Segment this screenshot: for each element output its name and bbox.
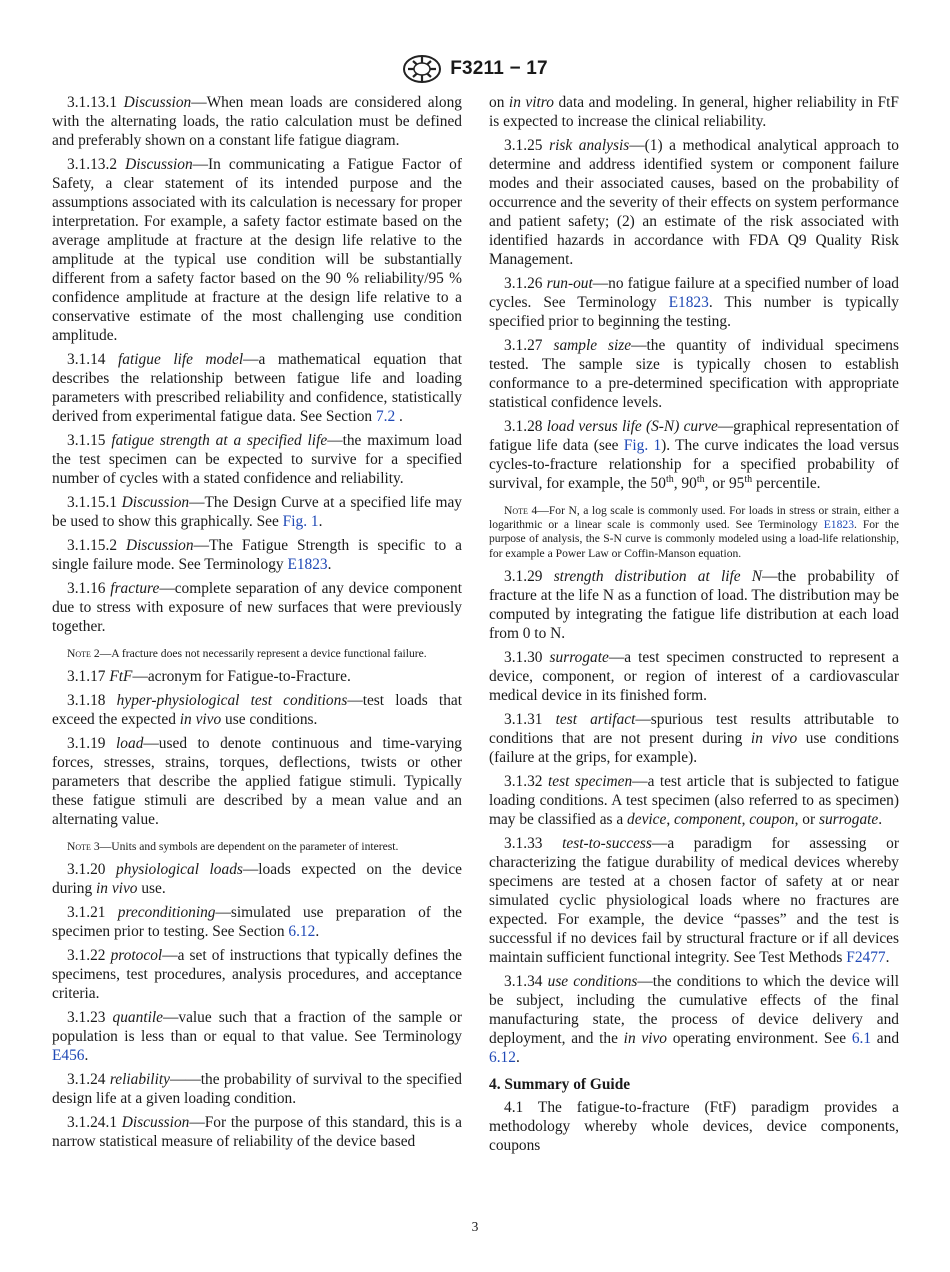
note-2: Note 2—A fracture does not necessarily represent a device functional failure.: [67, 647, 427, 660]
terminology-link[interactable]: E1823: [668, 294, 709, 311]
clause-3-1-26: 3.1.26 run-out—no fatigue failure at a specified number of load cycles. See Terminology E1823. This number is typically specified prior to beginning the testing.: [489, 275, 899, 330]
clause-3-1-31: 3.1.31 test artifact—spurious test results attributable to conditions that are not present during in vivo use conditions (failure at the grips, for example).: [489, 710, 899, 766]
figure-link[interactable]: Fig. 1: [282, 513, 319, 530]
clause-3-1-15: 3.1.15 fatigue strength at a specified life—the maximum load the test specimen can be expected to survive for a specified number of cycles with a stated confidence and reliability.: [52, 432, 462, 487]
clause-3-1-17: 3.1.17 FtF—acronym for Fatigue-to-Fracture.: [67, 668, 351, 686]
clause-3-1-30: 3.1.30 surrogate—a test specimen constructed to represent a device, component, or region of interest of a cardiovascular medical device in its finished form.: [489, 648, 899, 704]
right-column: [489, 93, 899, 1160]
document-id: F3211 − 17: [450, 58, 548, 79]
note-3: Note 3—Units and symbols are dependent on the parameter of interest.: [67, 840, 399, 854]
page-header: [0, 54, 950, 84]
clause-4-1: 4.1 The fatigue-to-fracture (FtF) paradigm provides a methodology whereby whole devices, device components, coupons: [489, 1098, 899, 1154]
note-4: Note 4—For N, a log scale is commonly used. For loads in stress or strain, either a logarithmic or a linear scale is commonly used. See Terminology E1823. For the purpose of analysis, the S-N curve is commonly modeled using a load-life relationship, for example a Power Law or Coffin-Manson equation.: [489, 504, 900, 560]
clause-3-1-23: 3.1.23 quantile—value such that a fraction of the sample or population is less than or equal to that value. See Terminology E456.: [52, 1009, 462, 1065]
clause-3-1-22: 3.1.22 protocol—a set of instructions that typically defines the specimens, test procedures, analysis procedures, and acceptance criteria.: [52, 947, 462, 1003]
clause-3-1-24: 3.1.24 reliability——the probability of survival to the specified design life at a given loading condition.: [52, 1071, 462, 1108]
clause-3-1-32: 3.1.32 test specimen—a test article that is subjected to fatigue loading conditions. A test specimen (also referred to as specimen) may be classified as a device, component, coupon, or surrogate.: [489, 772, 900, 828]
clause-3-1-27: 3.1.27 sample size—the quantity of individual specimens tested. The sample size is typically chosen to establish conformance to a pre-determined specification with appropriate statistical confidence levels.: [489, 337, 899, 411]
figure-link[interactable]: Fig. 1: [623, 437, 662, 454]
terminology-link[interactable]: E1823: [823, 518, 854, 532]
clause-3-1-14: 3.1.14 fatigue life model—a mathematical equation that describes the relationship between fatigue life and loading parameters with prescribed reliability and confidence, statistically derived from experimental fatigue data. See Section 7.2 .: [52, 351, 462, 425]
left-column: [52, 93, 462, 1156]
clause-3-1-25: 3.1.25 risk analysis—(1) a methodical analytical approach to determine and address identified system or component failure modes and their associated causes, based on the probability of occurrence and the severity of their effects on system performance and patient safety; (2) an estimate of the risk associated with identified hazards in accordance with FDA Q9 Quality Risk Management.: [489, 137, 899, 268]
clause-3-1-18: 3.1.18 hyper-physiological test conditions—test loads that exceed the expected in vivo use conditions.: [52, 692, 462, 729]
test-method-link[interactable]: F2477: [846, 948, 886, 966]
page-number: 3: [471, 1219, 479, 1234]
clause-3-1-24-1-continued: on in vitro data and modeling. In general, higher reliability in FtF is expected to increase the clinical reliability.: [489, 94, 899, 130]
clause-3-1-34: 3.1.34 use conditions—the conditions to which the device will be subject, including the cumulative effects of the final manufacturing state, the process of device delivery and deployment, and the in vivo operating environment. See 6.1 and 6.12.: [489, 972, 900, 1066]
clause-3-1-13-1: 3.1.13.1 Discussion—When mean loads are considered along with the alternating loads, the ratio calculation must be defined and preferably shown on a constant life fatigue diagram.: [52, 94, 462, 149]
section-link[interactable]: 6.12: [288, 923, 316, 941]
section-link[interactable]: 6.12: [489, 1048, 516, 1066]
clause-3-1-24-1: 3.1.24.1 Discussion—For the purpose of this standard, this is a narrow statistical measure of reliability of the device based: [52, 1114, 462, 1151]
section-link[interactable]: 6.1: [851, 1029, 872, 1047]
clause-3-1-28: 3.1.28 load versus life (S-N) curve—graphical representation of fatigue life data (see Fig. 1). The curve indicates the load versus cycles-to-fracture relationship for a specified probability of survival, for example, the 50th, 90th, or 95th percentile.: [489, 418, 899, 492]
astm-logo-icon: [402, 54, 442, 84]
section-heading: 4. Summary of Guide: [489, 1075, 631, 1093]
clause-3-1-16: 3.1.16 fracture—complete separation of any device component due to stress with exposure of new surfaces that were previously together.: [52, 580, 462, 635]
clause-3-1-15-1: 3.1.15.1 Discussion—The Design Curve at a specified life may be used to show this graphically. See Fig. 1.: [52, 494, 462, 530]
clause-3-1-21: 3.1.21 preconditioning—simulated use preparation of the specimen prior to testing. See Section 6.12.: [52, 904, 462, 941]
clause-3-1-19: 3.1.19 load—used to denote continuous and time-varying forces, stresses, strains, torques, deflections, twists or other parameters that describe the applied fatigue stimuli. Typically these fatigue stimuli are described by a mean value and an alternating value.: [52, 735, 462, 829]
clause-3-1-33: 3.1.33 test-to-success—a paradigm for assessing or characterizing the fatigue durability of medical devices whereby specimens are tested at a chosen factor of safety at or near simulated cyclic physiological loads where no fractures are expected. For example, the device “passes” and the test is successful if no devices fail by structural fracture or if all devices maintain sufficient functional integrity. See Test Methods F2477.: [489, 834, 899, 966]
clause-3-1-20: 3.1.20 physiological loads—loads expected on the device during in vivo use.: [52, 861, 462, 898]
clause-3-1-15-2: 3.1.15.2 Discussion—The Fatigue Strength is specific to a single failure mode. See Terminology E1823.: [52, 537, 462, 573]
terminology-link[interactable]: E1823: [287, 556, 328, 573]
terminology-link[interactable]: E456: [52, 1047, 85, 1065]
section-link[interactable]: 7.2: [375, 408, 396, 425]
clause-3-1-13-2: 3.1.13.2 Discussion—In communicating a Fatigue Factor of Safety, a clear statement of its intended purpose and the assumptions associated with its calculation is necessary for proper interpretation. For example, a safety factor estimate based on the average amplitude at fracture at the design life relative to the amplitude at the typical use condition will be substantially different from a safety factor based on the 90 % reliability/95 % confidence amplitude at fracture at the design life relative to a conservative estimate of the most challenging use condition amplitude.: [52, 156, 462, 344]
clause-3-1-29: 3.1.29 strength distribution at life N—the probability of fracture at the life N as a function of load. The distribution may be computed by integrating the fatigue life distribution at each load from 0 to N.: [489, 567, 899, 642]
